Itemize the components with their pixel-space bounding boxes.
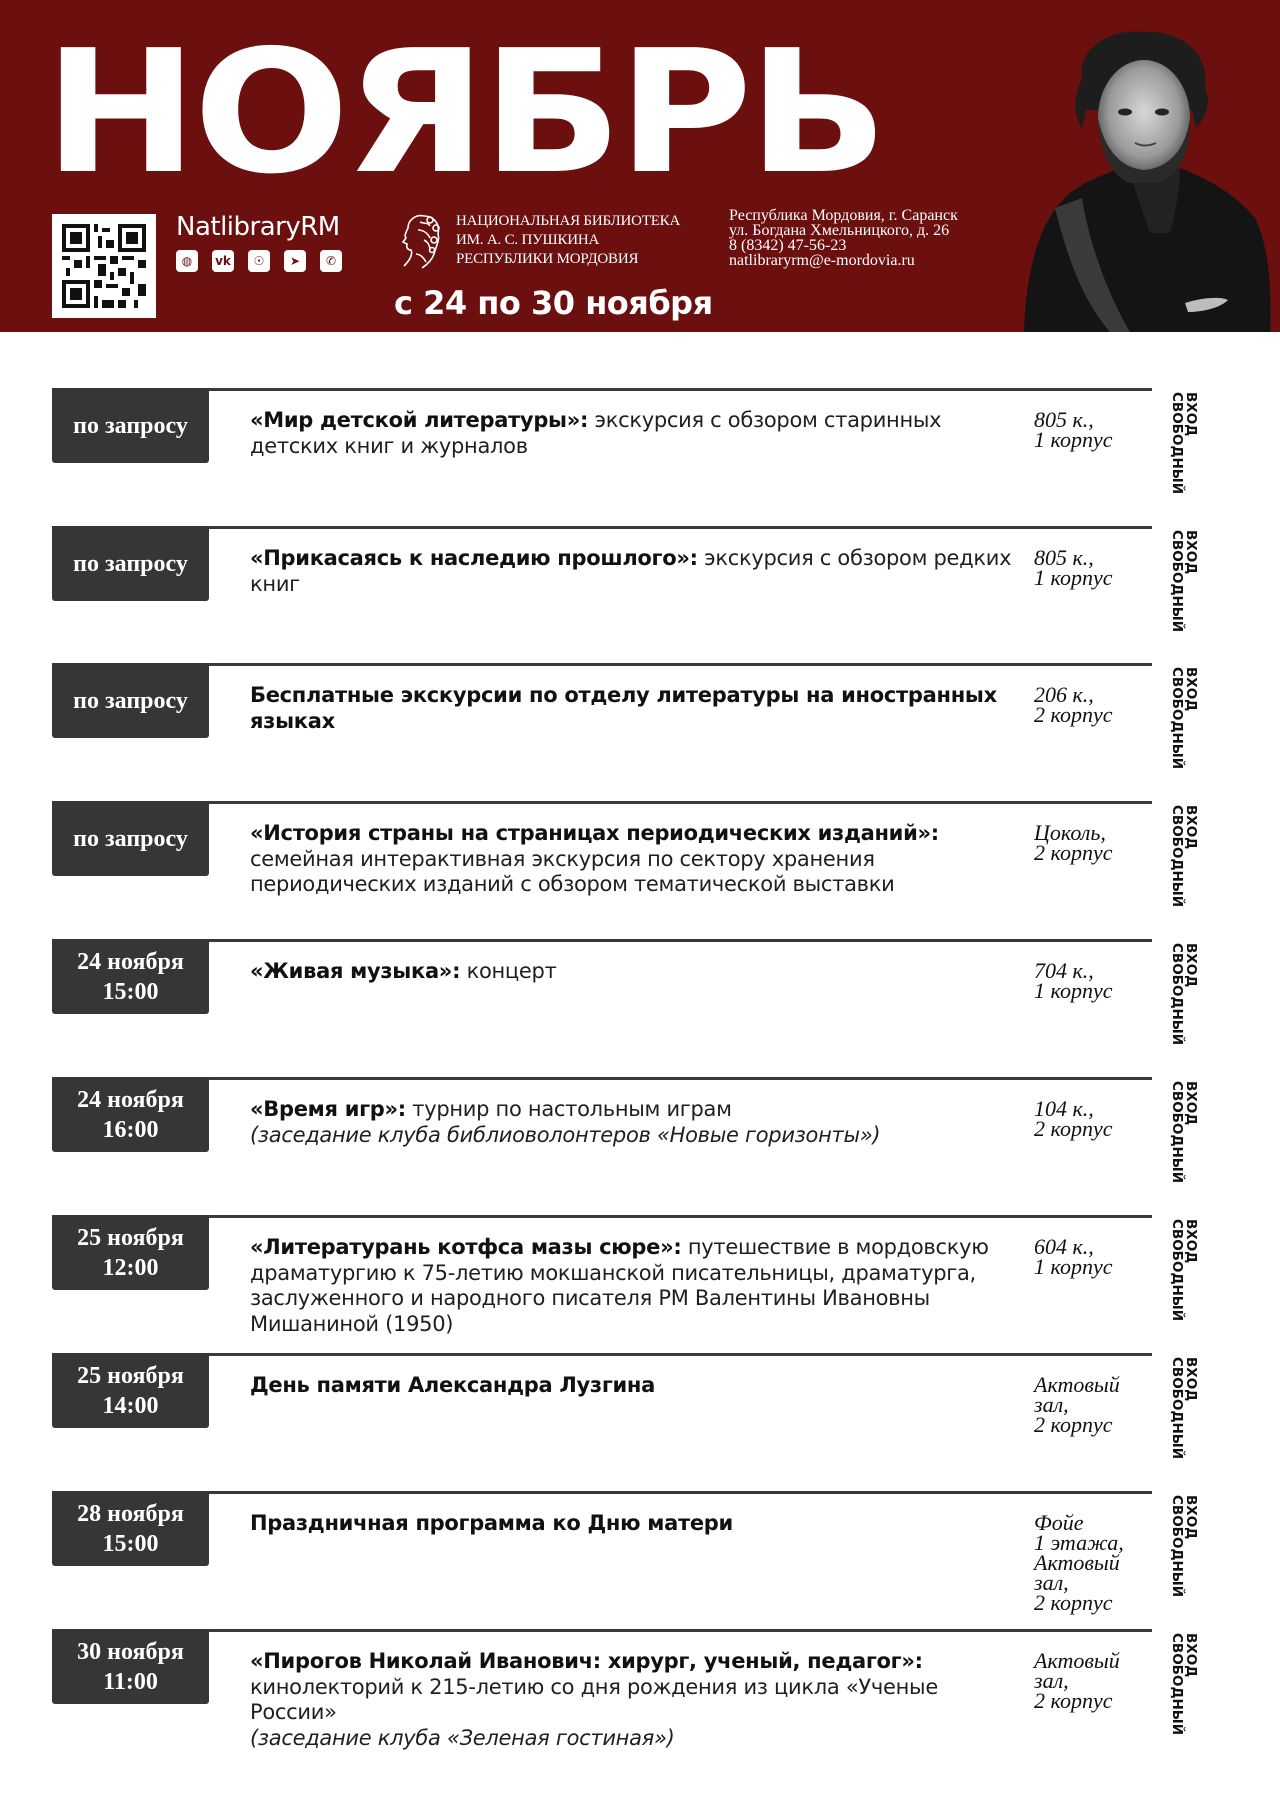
event-location	[1034, 1096, 1134, 1141]
free-entry-text	[1170, 805, 1198, 907]
event-location-line: 1 корпус	[1034, 565, 1113, 590]
row-divider	[52, 1077, 1152, 1080]
event-date: 24 ноября	[77, 948, 184, 975]
pushkin-portrait-image	[1020, 18, 1280, 332]
event-location-line: Актовый	[1034, 1550, 1120, 1575]
event-time: 14:00	[102, 1392, 159, 1419]
event-date: 25 ноября	[77, 1224, 184, 1251]
web-icon[interactable]: ◍	[176, 250, 198, 272]
event-location-line: 2 корпус	[1034, 840, 1113, 865]
event-location	[1034, 1372, 1134, 1437]
library-name	[456, 212, 680, 269]
event-date: 25 ноября	[77, 1362, 184, 1389]
free-entry-text	[1170, 667, 1198, 769]
event-date-badge	[52, 1215, 209, 1290]
event-description	[250, 1373, 1030, 1399]
event-location-line: 2 корпус	[1034, 1412, 1113, 1437]
row-divider	[52, 1491, 1152, 1494]
event-time: 11:00	[103, 1668, 158, 1695]
event-text: семейная интерактивная экскурсия по сектору хранения периодических изданий с обзором тематической выставки	[250, 846, 895, 896]
free-entry-word: СВОБОДНЫЙ	[1169, 1081, 1185, 1184]
event-location-line: 2 корпус	[1034, 1590, 1113, 1615]
event-text: путешествие в мордовскую драматургию к 75-летию мокшанской писательницы, драматурга, заслуженного и народного писателя РМ Валентины Ивановны Мишаниной (1950)	[250, 1235, 989, 1336]
event-title: «Время игр»:	[250, 1097, 406, 1121]
free-entry-text	[1170, 943, 1198, 1045]
event-location	[1034, 820, 1134, 865]
date-range: с 24 по 30 ноября	[394, 284, 713, 322]
event-location-line: 805 к.,	[1034, 545, 1094, 570]
event-location-line: 1 корпус	[1034, 427, 1113, 452]
qr-code[interactable]	[52, 214, 156, 318]
event-location-line: Актовый	[1034, 1648, 1120, 1673]
event-description	[250, 959, 1030, 985]
event-title: «Живая музыка»:	[250, 959, 461, 983]
event-location-line: Фойе	[1034, 1510, 1084, 1535]
event-location	[1034, 545, 1134, 590]
event-date-badge	[52, 939, 209, 1014]
free-entry-word: СВОБОДНЫЙ	[1169, 392, 1185, 495]
free-entry-word: ВХОД	[1183, 667, 1199, 712]
free-entry-label	[1170, 1633, 1206, 1743]
row-divider	[52, 801, 1152, 804]
event-location-line: 704 к.,	[1034, 958, 1094, 983]
event-location-line: 805 к.,	[1034, 407, 1094, 432]
vk-icon[interactable]: vk	[212, 250, 234, 272]
event-location-line: 604 к.,	[1034, 1234, 1094, 1259]
event-description	[250, 546, 1030, 597]
event-date-badge	[52, 663, 209, 738]
event-title: «Литературань котфса мазы сюре»:	[250, 1235, 682, 1259]
free-entry-word: ВХОД	[1183, 1081, 1199, 1126]
free-entry-word: ВХОД	[1183, 1219, 1199, 1264]
event-description	[250, 1649, 1030, 1751]
free-entry-text	[1170, 1219, 1198, 1321]
event-date-badge	[52, 1353, 209, 1428]
event-title: «Пирогов Николай Иванович: хирург, ученый, педагог»:	[250, 1649, 923, 1673]
free-entry-label	[1170, 943, 1206, 1053]
event-title: «История страны на страницах периодических изданий»:	[250, 821, 939, 845]
event-date: 30 ноября	[77, 1638, 184, 1665]
event-text: кинолекторий к 215-летию со дня рождения из цикла «Ученые России»	[250, 1674, 938, 1724]
free-entry-label	[1170, 1357, 1206, 1467]
event-note: (заседание клуба библиоволонтеров «Новые горизонты»)	[250, 1122, 881, 1147]
free-entry-text	[1170, 392, 1198, 494]
free-entry-word: ВХОД	[1183, 392, 1199, 437]
event-title: День памяти Александра Лузгина	[250, 1373, 656, 1397]
event-description	[250, 1511, 1030, 1537]
event-location-line: зал,	[1034, 1392, 1069, 1417]
event-location-line: Цоколь,	[1034, 820, 1106, 845]
contact-address-city: Республика Мордовия, г. Саранск	[729, 207, 958, 224]
social-links	[176, 250, 342, 272]
free-entry-label	[1170, 392, 1206, 502]
event-description	[250, 821, 1030, 898]
contacts-block	[729, 208, 958, 268]
library-name-line: НАЦИОНАЛЬНАЯ БИБЛИОТЕКА	[456, 213, 681, 229]
row-divider	[52, 1629, 1152, 1632]
free-entry-word: ВХОД	[1183, 530, 1199, 575]
event-location	[1034, 958, 1134, 1003]
event-text: экскурсия с обзором старинных детских книг и журналов	[250, 408, 942, 458]
event-location-line: 1 корпус	[1034, 1254, 1113, 1279]
event-location-line: Актовый	[1034, 1372, 1120, 1397]
free-entry-word: СВОБОДНЫЙ	[1169, 1219, 1185, 1322]
free-entry-word: СВОБОДНЫЙ	[1169, 805, 1185, 908]
free-entry-word: ВХОД	[1183, 1633, 1199, 1678]
month-title: НОЯБРЬ	[44, 14, 884, 212]
event-date-badge	[52, 801, 209, 876]
contact-address-street: ул. Богдана Хмельницкого, д. 26	[729, 222, 950, 239]
event-location-line: зал,	[1034, 1668, 1069, 1693]
event-description	[250, 1097, 1030, 1148]
event-time: 15:00	[102, 1530, 159, 1557]
event-date-badge	[52, 526, 209, 601]
viber-icon[interactable]: ✆	[320, 250, 342, 272]
free-entry-label	[1170, 667, 1206, 777]
event-title: Праздничная программа ко Дню матери	[250, 1511, 733, 1535]
event-date: 28 ноября	[77, 1500, 184, 1527]
free-entry-text	[1170, 1495, 1198, 1597]
header-banner	[0, 0, 1280, 332]
event-date-badge	[52, 1077, 209, 1152]
event-title: Бесплатные экскурсии по отделу литературы на иностранных языках	[250, 683, 997, 733]
event-location-line: 2 корпус	[1034, 702, 1113, 727]
free-entry-word: СВОБОДНЫЙ	[1169, 1357, 1185, 1460]
free-entry-word: СВОБОДНЫЙ	[1169, 667, 1185, 770]
contact-phone[interactable]: 8 (8342) 47-56-23	[729, 237, 847, 254]
free-entry-word: СВОБОДНЫЙ	[1169, 1495, 1185, 1598]
telegram-icon[interactable]: ➤	[284, 250, 306, 272]
free-entry-label	[1170, 805, 1206, 915]
odnoklassniki-icon[interactable]: ☉	[248, 250, 270, 272]
event-date: 24 ноября	[77, 1086, 184, 1113]
event-location	[1034, 1510, 1134, 1615]
row-divider	[52, 1353, 1152, 1356]
event-location-line: 2 корпус	[1034, 1688, 1113, 1713]
event-location-line: 2 корпус	[1034, 1116, 1113, 1141]
row-divider	[52, 526, 1152, 529]
event-location	[1034, 1234, 1134, 1279]
free-entry-text	[1170, 1081, 1198, 1183]
event-location	[1034, 682, 1134, 727]
event-description	[250, 683, 1030, 734]
free-entry-label	[1170, 1495, 1206, 1605]
event-date-badge	[52, 1491, 209, 1566]
event-location-line: 1 этажа,	[1034, 1530, 1124, 1555]
free-entry-word: ВХОД	[1183, 1357, 1199, 1402]
free-entry-word: СВОБОДНЫЙ	[1169, 943, 1185, 1046]
event-date: по запросу	[73, 412, 188, 439]
event-location	[1034, 1648, 1134, 1713]
qr-code-icon	[62, 224, 146, 308]
event-location-line: 206 к.,	[1034, 682, 1094, 707]
library-name-line: ИМ. А. С. ПУШКИНА	[456, 232, 600, 248]
row-divider	[52, 1215, 1152, 1218]
free-entry-text	[1170, 530, 1198, 632]
event-date-badge	[52, 1629, 209, 1704]
event-location-line: 1 корпус	[1034, 978, 1113, 1003]
event-description	[250, 1235, 1030, 1337]
event-location	[1034, 407, 1134, 452]
event-date: по запросу	[73, 550, 188, 577]
row-divider	[52, 663, 1152, 666]
event-location-line: зал,	[1034, 1570, 1069, 1595]
event-date: по запросу	[73, 825, 188, 852]
free-entry-text	[1170, 1633, 1198, 1735]
free-entry-word: ВХОД	[1183, 805, 1199, 850]
event-date-badge	[52, 388, 209, 463]
event-text: концерт	[460, 959, 557, 983]
library-name-line: РЕСПУБЛИКИ МОРДОВИЯ	[456, 251, 639, 267]
event-note: (заседание клуба «Зеленая гостиная»)	[250, 1725, 675, 1750]
event-location-line: 104 к.,	[1034, 1096, 1094, 1121]
event-title: «Мир детской литературы»:	[250, 408, 589, 432]
event-time: 12:00	[102, 1254, 159, 1281]
free-entry-word: ВХОД	[1183, 943, 1199, 988]
free-entry-word: СВОБОДНЫЙ	[1169, 530, 1185, 633]
free-entry-label	[1170, 530, 1206, 640]
event-date: по запросу	[73, 687, 188, 714]
event-text: экскурсия с обзором редких книг	[250, 546, 1012, 596]
free-entry-text	[1170, 1357, 1198, 1459]
pushkin-profile-logo-icon	[394, 210, 446, 270]
event-time: 15:00	[102, 978, 159, 1005]
contact-email[interactable]: natlibraryrm@e-mordovia.ru	[729, 252, 915, 269]
free-entry-word: ВХОД	[1183, 1495, 1199, 1540]
row-divider	[52, 388, 1152, 391]
event-time: 16:00	[102, 1116, 159, 1143]
row-divider	[52, 939, 1152, 942]
free-entry-label	[1170, 1219, 1206, 1329]
event-description	[250, 408, 1030, 459]
brand-handle: NatlibraryRM	[176, 212, 340, 242]
free-entry-label	[1170, 1081, 1206, 1191]
event-text: турнир по настольным играм	[405, 1097, 732, 1121]
free-entry-word: СВОБОДНЫЙ	[1169, 1633, 1185, 1736]
event-title: «Прикасаясь к наследию прошлого»:	[250, 546, 698, 570]
